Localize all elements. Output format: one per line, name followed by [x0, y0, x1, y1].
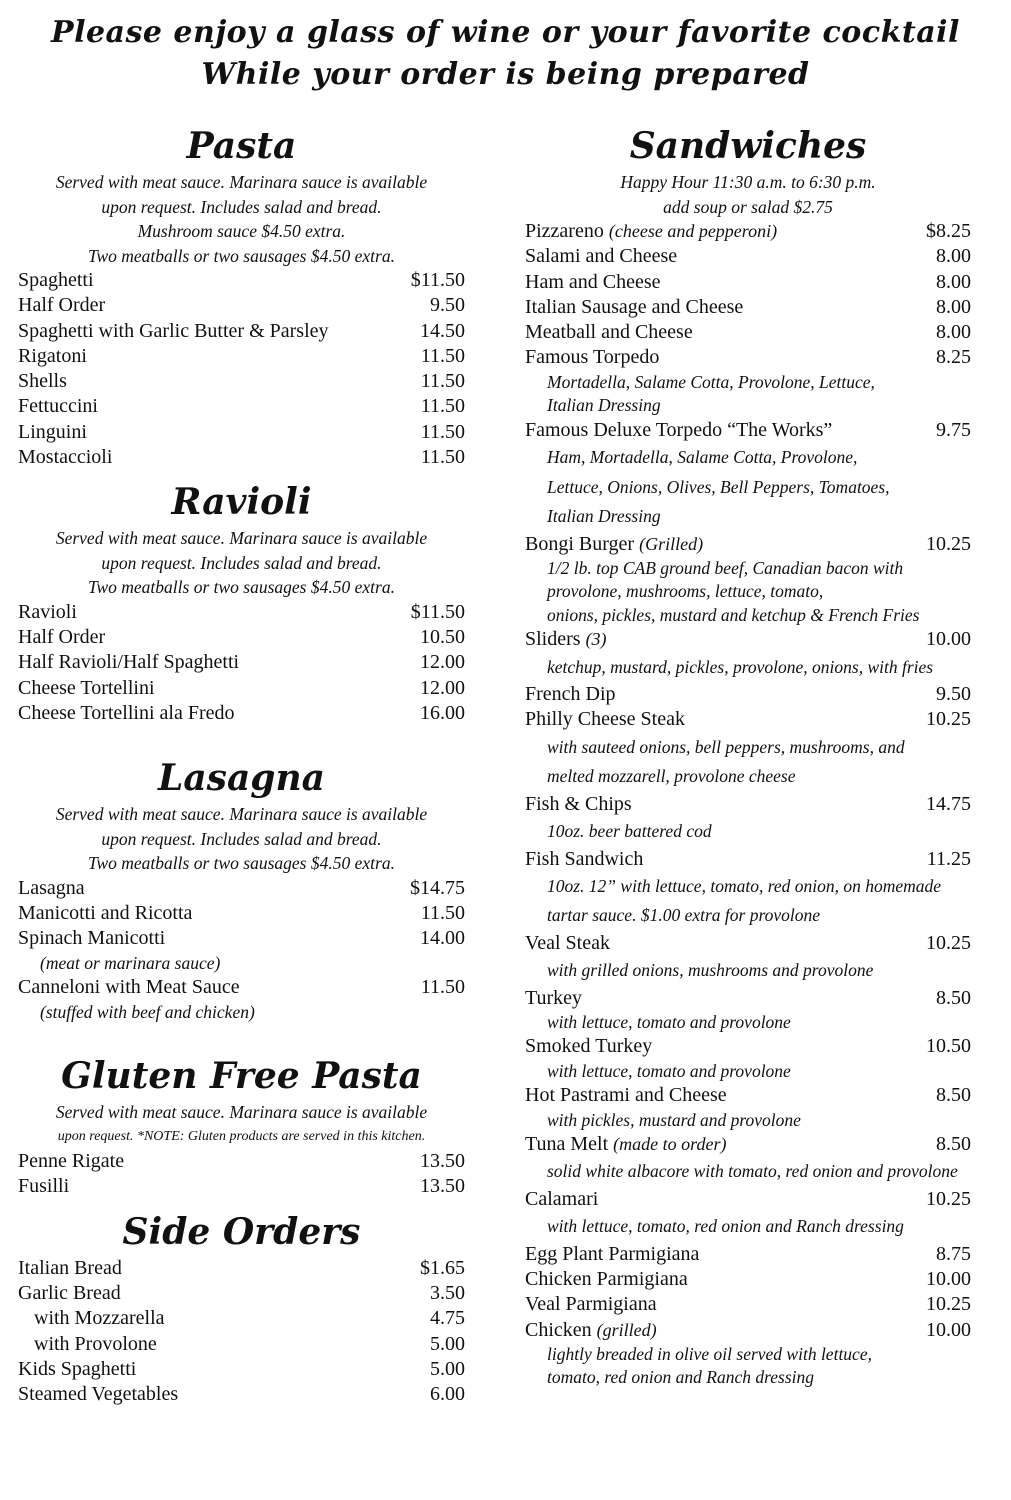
item-name: Famous Deluxe Torpedo “The Works”: [525, 418, 833, 441]
item-price: 10.00: [926, 1267, 971, 1290]
section-note: Two meatballs or two sausages $4.50 extra.: [88, 577, 395, 598]
menu-item: [18, 1382, 465, 1407]
item-qualifier: (3): [585, 629, 607, 650]
item-description: Italian Dressing: [547, 395, 661, 416]
item-name: Egg Plant Parmigiana: [525, 1242, 700, 1265]
menu-item: [18, 420, 465, 445]
item-name: Chicken: [525, 1318, 592, 1341]
item-price: 8.50: [936, 986, 971, 1009]
item-name: Half Order: [18, 294, 106, 317]
menu-item: [525, 707, 971, 732]
menu-item: [18, 650, 465, 675]
menu-item: [18, 445, 465, 470]
section-note: upon request. Includes salad and bread.: [101, 196, 382, 217]
item-qualifier: (made to order): [613, 1134, 727, 1155]
menu-item: [525, 682, 971, 707]
menu-item: [525, 931, 971, 956]
section-note: Served with meat sauce. Marinara sauce is available: [55, 804, 428, 825]
item-price: 8.00: [936, 321, 971, 344]
menu-item: [18, 876, 465, 901]
item-price: 10.50: [926, 1035, 971, 1058]
item-description: lightly breaded in olive oil served with lettuce,: [547, 1343, 872, 1364]
item-price: 10.25: [926, 1187, 971, 1210]
item-name: Spinach Manicotti: [18, 927, 166, 950]
item-price: 8.50: [936, 1084, 971, 1107]
menu-item: [18, 901, 465, 926]
header-line-1: Please enjoy a glass of wine or your favorite cocktail: [51, 15, 960, 50]
item-name: Ravioli: [18, 600, 77, 623]
item-description: with lettuce, tomato and provolone: [547, 1011, 791, 1032]
menu-item: [18, 344, 465, 369]
menu-item: [525, 244, 971, 269]
section-title: Sandwiches: [629, 125, 867, 167]
item-name: Linguini: [18, 420, 87, 443]
item-name: Spaghetti: [18, 269, 94, 291]
menu-item: [525, 986, 971, 1011]
item-price: 10.00: [926, 628, 971, 651]
item-description: melted mozzarell, provolone cheese: [547, 766, 796, 787]
item-name: Garlic Bread: [18, 1281, 121, 1304]
section-note: upon request. *NOTE: Gluten products are served in this kitchen.: [57, 1128, 426, 1144]
left-column: [18, 122, 465, 1407]
menu-item: [525, 1318, 971, 1343]
item-description: with pickles, mustard and provolone: [547, 1109, 801, 1130]
item-price: 11.50: [420, 370, 465, 393]
item-description: Lettuce, Onions, Olives, Bell Peppers, Tomatoes,: [547, 476, 890, 497]
item-price: 10.25: [926, 532, 971, 555]
item-name: French Dip: [525, 683, 616, 706]
item-price: 11.50: [420, 976, 465, 999]
item-price: 14.75: [926, 792, 971, 815]
item-price: 11.25: [926, 847, 971, 870]
item-name: Turkey: [525, 986, 583, 1009]
menu-item: [525, 1242, 971, 1267]
item-name: Manicotti and Ricotta: [18, 902, 193, 925]
item-price: 10.25: [926, 708, 971, 731]
item-description: 10oz. beer battered cod: [547, 821, 712, 842]
menu-item: [525, 532, 971, 557]
item-name: with Mozzarella: [34, 1307, 165, 1330]
item-price: $11.50: [410, 269, 465, 291]
section-note: Mushroom sauce $4.50 extra.: [137, 221, 346, 241]
menu-item: [525, 1083, 971, 1108]
item-name: Fish Sandwich: [525, 847, 644, 870]
menu-item: [18, 369, 465, 394]
item-description: Ham, Mortadella, Salame Cotta, Provolone,: [547, 447, 858, 468]
item-price: 10.50: [420, 626, 465, 649]
item-price: 10.00: [926, 1318, 971, 1341]
section-note: Happy Hour 11:30 a.m. to 6:30 p.m.: [620, 172, 876, 192]
section-title: Pasta: [186, 125, 297, 167]
item-name: Chicken Parmigiana: [525, 1267, 688, 1290]
menu-item: [525, 627, 971, 652]
item-name: Rigatoni: [18, 344, 87, 367]
item-price: 8.00: [936, 295, 971, 318]
item-name: Meatball and Cheese: [525, 321, 693, 344]
item-description: with sauteed onions, bell peppers, mushrooms, and: [547, 736, 905, 757]
item-name: Kids Spaghetti: [18, 1357, 137, 1380]
menu-item: [18, 701, 465, 726]
menu-item: [525, 1267, 971, 1292]
right-column: [525, 122, 971, 1390]
item-description: tomato, red onion and Ranch dressing: [547, 1367, 815, 1388]
menu-item: [18, 625, 465, 650]
item-description: (stuffed with beef and chicken): [40, 1001, 255, 1022]
item-description: Mortadella, Salame Cotta, Provolone, Lettuce,: [547, 371, 875, 392]
section-note: upon request. Includes salad and bread.: [101, 552, 382, 573]
item-qualifier: (Grilled): [639, 533, 704, 554]
item-price: 8.75: [936, 1242, 971, 1265]
item-price: 8.00: [936, 270, 971, 293]
item-name: Famous Torpedo: [525, 346, 660, 369]
menu-item: [525, 1187, 971, 1212]
item-price: 11.50: [420, 344, 465, 367]
item-price: 12.00: [420, 676, 465, 699]
menu-item: [18, 1332, 465, 1357]
item-name: Half Ravioli/Half Spaghetti: [18, 651, 240, 674]
item-name: Half Order: [18, 626, 106, 649]
item-price: 13.50: [420, 1150, 465, 1173]
item-price: 11.50: [420, 446, 465, 469]
item-price: 8.25: [936, 346, 971, 369]
item-name: Fusilli: [18, 1175, 70, 1198]
menu-item: [18, 319, 465, 344]
item-price: 11.50: [420, 902, 465, 925]
item-description: 10oz. 12” with lettuce, tomato, red onion, on homemade: [547, 875, 942, 896]
item-name: Lasagna: [18, 876, 85, 899]
menu-item: [18, 1256, 465, 1281]
section-title: Side Orders: [122, 1210, 361, 1253]
item-name: Sliders: [525, 628, 581, 651]
menu-item: [525, 295, 971, 320]
item-price: 3.50: [430, 1281, 465, 1304]
section-title: Gluten Free Pasta: [61, 1055, 422, 1098]
item-name: Philly Cheese Steak: [525, 708, 685, 731]
item-price: 4.75: [430, 1307, 465, 1330]
item-price: 10.25: [926, 931, 971, 954]
item-description: with lettuce, tomato and provolone: [547, 1060, 791, 1081]
item-description: (meat or marinara sauce): [40, 952, 221, 973]
menu-item: [18, 600, 465, 625]
section-note: Two meatballs or two sausages $4.50 extra.: [88, 853, 395, 874]
item-description: with lettuce, tomato, red onion and Ranch dressing: [547, 1216, 904, 1237]
item-name: Fettuccini: [18, 395, 98, 418]
menu-item: [525, 219, 971, 244]
item-name: Veal Steak: [525, 931, 610, 954]
menu-item: [525, 270, 971, 295]
menu-item: [525, 345, 971, 370]
item-name: Hot Pastrami and Cheese: [525, 1084, 727, 1107]
lasagna-section: [18, 754, 465, 1024]
item-qualifier: (cheese and pepperoni): [608, 221, 778, 241]
item-qualifier: (grilled): [596, 1319, 657, 1340]
item-price: 9.50: [936, 683, 971, 706]
item-price: 14.50: [420, 319, 465, 342]
item-price: 5.00: [430, 1357, 465, 1380]
pasta-section: [18, 122, 465, 470]
menu-header: [0, 12, 1011, 96]
item-price: 6.00: [430, 1383, 465, 1406]
menu-item: [18, 1281, 465, 1306]
menu-item: [525, 847, 971, 872]
menu-item: [18, 1174, 465, 1199]
item-name: Italian Sausage and Cheese: [525, 295, 744, 318]
menu-item: [18, 676, 465, 701]
section-note: Served with meat sauce. Marinara sauce is available: [55, 172, 428, 192]
sandwich-list: [525, 219, 971, 1390]
menu-item: [525, 792, 971, 817]
section-title: Lasagna: [158, 757, 325, 800]
item-price: 8.00: [936, 245, 971, 268]
item-name: Canneloni with Meat Sauce: [18, 976, 240, 999]
menu-item: [525, 1034, 971, 1059]
item-price: 16.00: [420, 702, 465, 725]
item-name: Ham and Cheese: [525, 270, 661, 293]
menu-item: [18, 394, 465, 419]
item-name: Cheese Tortellini ala Fredo: [18, 702, 235, 725]
menu-item: [525, 320, 971, 345]
section-note: Two meatballs or two sausages $4.50 extra.: [88, 245, 395, 266]
item-description: provolone, mushrooms, lettuce, tomato,: [547, 581, 824, 602]
section-title: Ravioli: [171, 481, 312, 524]
menu-item: [525, 418, 971, 443]
item-name: Salami and Cheese: [525, 245, 678, 268]
section-note: Served with meat sauce. Marinara sauce is available: [55, 528, 428, 549]
item-name: Mostaccioli: [18, 446, 113, 469]
item-description: solid white albacore with tomato, red onion and provolone: [547, 1161, 958, 1182]
item-price: 5.00: [430, 1332, 465, 1355]
item-price: 9.75: [936, 418, 971, 441]
item-price: 11.50: [420, 395, 465, 418]
menu-item: [18, 1306, 465, 1331]
item-price: $1.65: [420, 1256, 465, 1279]
menu-item: [18, 1149, 465, 1174]
item-name: Penne Rigate: [18, 1150, 125, 1173]
gluten-free-section: [18, 1052, 465, 1200]
menu-item: [525, 1132, 971, 1157]
section-note: Served with meat sauce. Marinara sauce is available: [55, 1102, 428, 1123]
item-name: Spaghetti with Garlic Butter & Parsley: [18, 319, 329, 342]
menu-item: [18, 926, 465, 951]
item-name: Smoked Turkey: [525, 1035, 653, 1058]
item-description: onions, pickles, mustard and ketchup & French Fries: [547, 604, 920, 625]
menu-item: [18, 268, 465, 293]
item-price: 14.00: [420, 927, 465, 950]
item-description: with grilled onions, mushrooms and provolone: [547, 960, 874, 981]
header-line-2: While your order is being prepared: [201, 57, 810, 92]
item-name: Tuna Melt: [525, 1133, 609, 1156]
item-name: Italian Bread: [18, 1256, 122, 1279]
item-name: Cheese Tortellini: [18, 676, 155, 699]
item-name: Veal Parmigiana: [525, 1293, 657, 1316]
item-name: Calamari: [525, 1187, 599, 1210]
item-price: 12.00: [420, 651, 465, 674]
item-name: with Provolone: [34, 1332, 157, 1355]
menu-item: [525, 1292, 971, 1317]
item-price: $11.50: [410, 600, 465, 623]
menu-item: [18, 293, 465, 318]
side-orders-section: [18, 1208, 465, 1408]
item-name: Fish & Chips: [525, 792, 632, 815]
item-name: Steamed Vegetables: [18, 1383, 179, 1406]
item-description: 1/2 lb. top CAB ground beef, Canadian bacon with: [547, 557, 904, 578]
section-note: upon request. Includes salad and bread.: [101, 828, 382, 849]
item-price: 11.50: [420, 420, 465, 443]
item-description: tartar sauce. $1.00 extra for provolone: [547, 905, 821, 926]
item-name: Bongi Burger: [525, 532, 635, 555]
ravioli-section: [18, 478, 465, 726]
item-price: 13.50: [420, 1175, 465, 1198]
item-description: ketchup, mustard, pickles, provolone, onions, with fries: [547, 656, 934, 677]
section-note: add soup or salad $2.75: [663, 196, 833, 217]
item-name: Pizzareno: [525, 220, 604, 242]
item-price: 10.25: [926, 1293, 971, 1316]
item-name: Shells: [18, 370, 67, 393]
item-description: Italian Dressing: [547, 506, 661, 527]
item-price: $14.75: [410, 876, 465, 899]
item-price: $8.25: [926, 220, 971, 242]
menu-item: [18, 1357, 465, 1382]
menu-item: [18, 975, 465, 1000]
sandwiches-section: [525, 122, 971, 1390]
item-price: 9.50: [430, 294, 465, 317]
item-price: 8.50: [936, 1133, 971, 1156]
